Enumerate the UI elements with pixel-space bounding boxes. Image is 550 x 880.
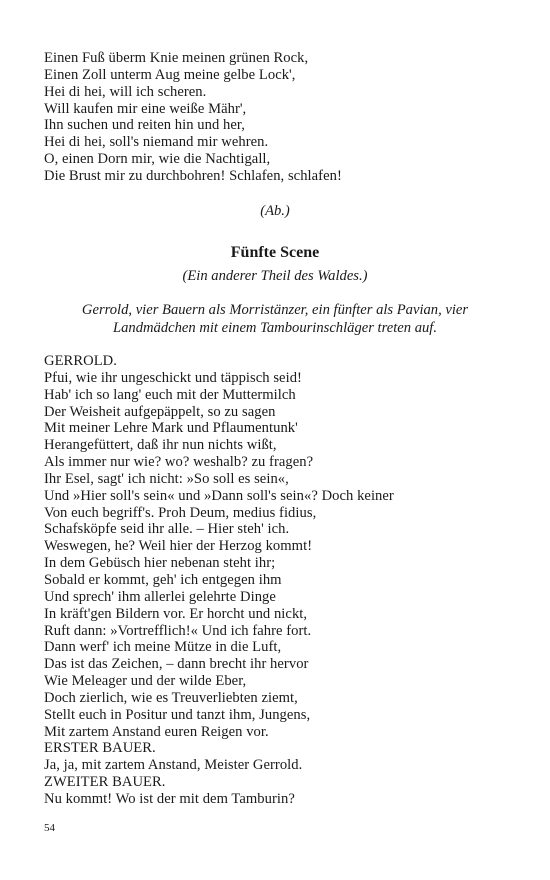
- dialogue-line: Stellt euch in Positur und tanzt ihm, Jungens,: [44, 706, 311, 723]
- verse-line: Will kaufen mir eine weiße Mähr',: [44, 100, 247, 117]
- dialogue-line: Sobald er kommt, geh' ich entgegen ihm: [44, 571, 282, 588]
- stage-direction-line: Landmädchen mit einem Tambourinschläger treten auf.: [112, 320, 437, 336]
- verse-line: Ihn suchen und reiten hin und her,: [44, 117, 245, 134]
- dialogue-line: Als immer nur wie? wo? weshalb? zu fragen?: [44, 454, 314, 471]
- scene-location: (Ein anderer Theil des Waldes.): [182, 268, 368, 284]
- dialogue-line: In kräft'gen Bildern vor. Er horcht und nickt,: [44, 605, 308, 622]
- dialogue-line: Der Weisheit aufgepäppelt, so zu sagen: [44, 403, 276, 420]
- dialogue-line: Herangefüttert, daß ihr nun nichts wißt,: [44, 437, 277, 454]
- dialogue-line: Das ist das Zeichen, – dann brecht ihr hervor: [44, 656, 309, 673]
- dialogue-line: Ihr Esel, sagt' ich nicht: »So soll es sein«,: [44, 470, 289, 487]
- dialogue-line: Mit meiner Lehre Mark und Pflaumentunk': [44, 420, 298, 437]
- dialogue-line: Nu kommt! Wo ist der mit dem Tamburin?: [44, 790, 295, 807]
- speaker-name: ZWEITER BAUER.: [44, 774, 166, 791]
- speaker-name: ERSTER BAUER.: [44, 740, 156, 757]
- dialogue-line: Schafsköpfe seid ihr alle. – Hier steh' ich.: [44, 521, 290, 538]
- verse-line: Einen Zoll unterm Aug meine gelbe Lock',: [44, 66, 296, 83]
- dialogue-line: Doch zierlich, wie es Treuverliebten ziemt,: [44, 689, 298, 706]
- dialogue-line: Ja, ja, mit zartem Anstand, Meister Gerrold.: [44, 757, 303, 774]
- dialogue-line: In dem Gebüsch hier nebenan steht ihr;: [44, 555, 276, 572]
- verse-line: Einen Fuß überm Knie meinen grünen Rock,: [44, 50, 309, 66]
- verse-line: O, einen Dorn mir, wie die Nachtigall,: [44, 151, 271, 168]
- speaker-name: GERROLD.: [44, 353, 117, 369]
- dialogue-line: Ruft dann: »Vortrefflich!« Und ich fahre fort.: [44, 622, 312, 639]
- verse-line: Die Brust mir zu durchbohren! Schlafen, schlafen!: [44, 167, 342, 184]
- verse-line: Hei di hei, will ich scheren.: [44, 83, 207, 100]
- page-number: 54: [44, 822, 55, 834]
- dialogue-line: Mit zartem Anstand euren Reigen vor.: [44, 723, 269, 740]
- dialogue-line: Dann werf' ich meine Mütze in die Luft,: [44, 639, 282, 656]
- stage-direction: [44, 301, 506, 337]
- dialogue-line: Wie Meleager und der wilde Eber,: [44, 673, 247, 690]
- dialogue-line: Und »Hier soll's sein« und »Dann soll's sein«? Doch keiner: [44, 487, 394, 504]
- dialogue-line: Pfui, wie ihr ungeschickt und täppisch seid!: [44, 369, 302, 386]
- exit-direction: (Ab.): [260, 203, 290, 219]
- dialogue-line: Und sprech' ihm allerlei gelehrte Dinge: [44, 588, 276, 605]
- dialogue-line: Hab' ich so lang' euch mit der Muttermilch: [44, 386, 296, 403]
- scene-title: Fünfte Scene: [230, 244, 320, 261]
- stage-direction-line: Gerrold, vier Bauern als Morristänzer, ein fünfter als Pavian, vier: [81, 302, 469, 318]
- dialogue-line: Von euch begriff's. Proh Deum, medius fidius,: [44, 504, 317, 521]
- dialogue-line: Weswegen, he? Weil hier der Herzog kommt!: [44, 538, 313, 555]
- verse-line: Hei di hei, soll's niemand mir wehren.: [44, 134, 269, 151]
- song-verse: [44, 50, 514, 185]
- dialogue: [44, 353, 514, 808]
